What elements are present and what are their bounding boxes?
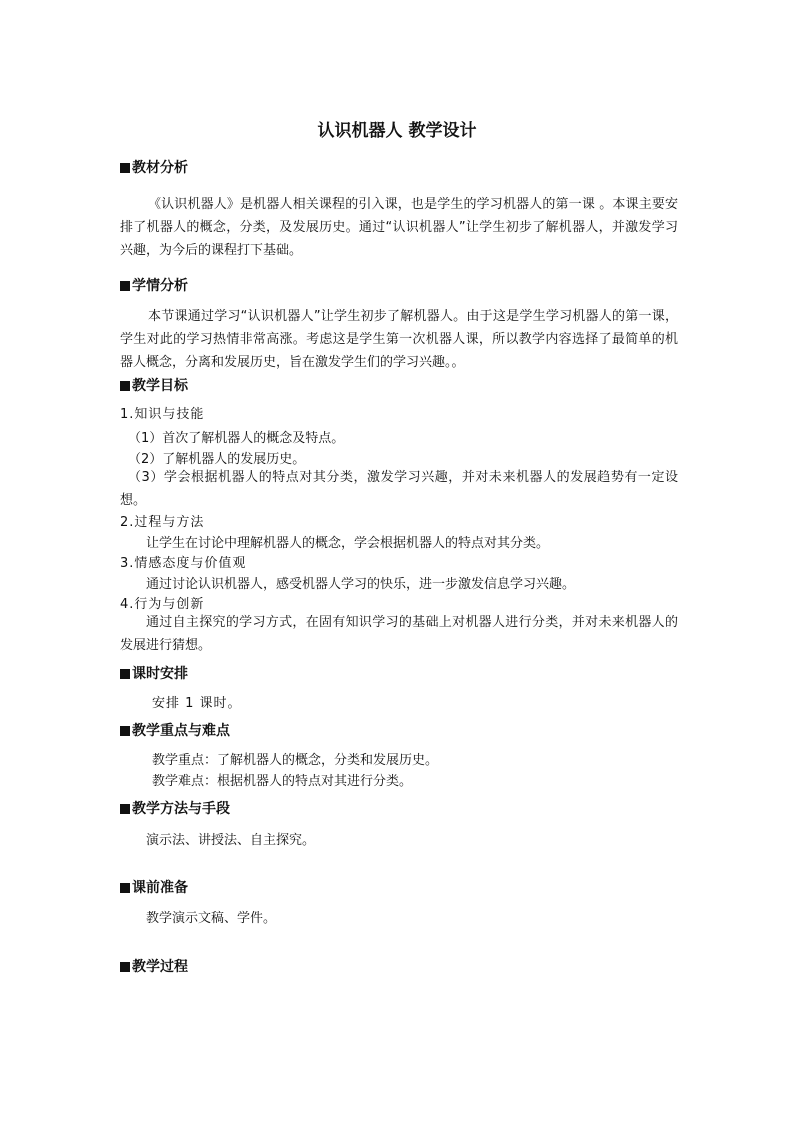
goal-item: （3）学会根据机器人的特点对其分类，激发学习兴趣，并对未来机器人的发展趋势有一定设想。 [120, 470, 678, 508]
goal-innovation-text: 通过自主探究的学习方式，在固有知识学习的基础上对机器人进行分类，并对未来机器人的发展进行猜想。 [120, 615, 678, 653]
goal-knowledge-heading: 1.知识与技能 [120, 407, 205, 422]
section-heading-students: 学情分析 [120, 275, 188, 295]
goal-emotion-text: 通过讨论认识机器人，感受机器人学习的快乐，进一步激发信息学习兴趣。 [146, 577, 576, 592]
goal-process-heading: 2.过程与方法 [120, 515, 205, 530]
document-title: 认识机器人 教学设计 [317, 121, 477, 141]
square-bullet-icon [120, 726, 130, 736]
section-heading-preparation: 课前准备 [120, 877, 188, 897]
section-heading-schedule: 课时安排 [120, 663, 188, 683]
section-heading-key-points: 教学重点与难点 [120, 720, 230, 740]
difficult-point-text: 教学难点：根据机器人的特点对其进行分类。 [152, 774, 413, 789]
goal-item: （2）了解机器人的发展历史。 [128, 452, 306, 467]
paragraph-material: 《认识机器人》是机器人相关课程的引入课，也是学生的学习机器人的第一课 。本课主要安排了机器人的概念，分类，及发展历史。通过“认识机器人”让学生初步了解机器人，并激发学习兴趣，为今后的课程打下基础。 [120, 197, 678, 258]
section-heading-goals: 教学目标 [120, 375, 188, 395]
goal-process-text: 让学生在讨论中理解机器人的概念，学会根据机器人的特点对其分类。 [146, 536, 550, 551]
schedule-text: 安排 1 课时。 [152, 696, 242, 711]
goal-innovation-heading: 4.行为与创新 [120, 597, 205, 612]
square-bullet-icon [120, 281, 130, 291]
paragraph-students: 本节课通过学习“认识机器人”让学生初步了解机器人。由于这是学生学习机器人的第一课，学生对此的学习热情非常高涨。考虑这是学生第一次机器人课，所以教学内容选择了最简单的机器人概念，分离和发展历史，旨在激发学生们的学习兴趣。。 [120, 309, 678, 370]
square-bullet-icon [120, 804, 130, 814]
goal-emotion-heading: 3.情感态度与价值观 [120, 556, 247, 571]
preparation-text: 教学演示文稿、学件。 [146, 911, 277, 926]
key-point-text: 教学重点：了解机器人的概念，分类和发展历史。 [152, 753, 439, 768]
section-heading-methods: 教学方法与手段 [120, 798, 230, 818]
square-bullet-icon [120, 381, 130, 391]
goal-item: （1）首次了解机器人的概念及特点。 [128, 431, 345, 446]
square-bullet-icon [120, 163, 130, 173]
square-bullet-icon [120, 962, 130, 972]
square-bullet-icon [120, 883, 130, 893]
square-bullet-icon [120, 669, 130, 679]
methods-text: 演示法、讲授法、自主探究。 [146, 833, 316, 848]
section-heading-process: 教学过程 [120, 956, 188, 976]
section-heading-material: 教材分析 [120, 157, 188, 177]
